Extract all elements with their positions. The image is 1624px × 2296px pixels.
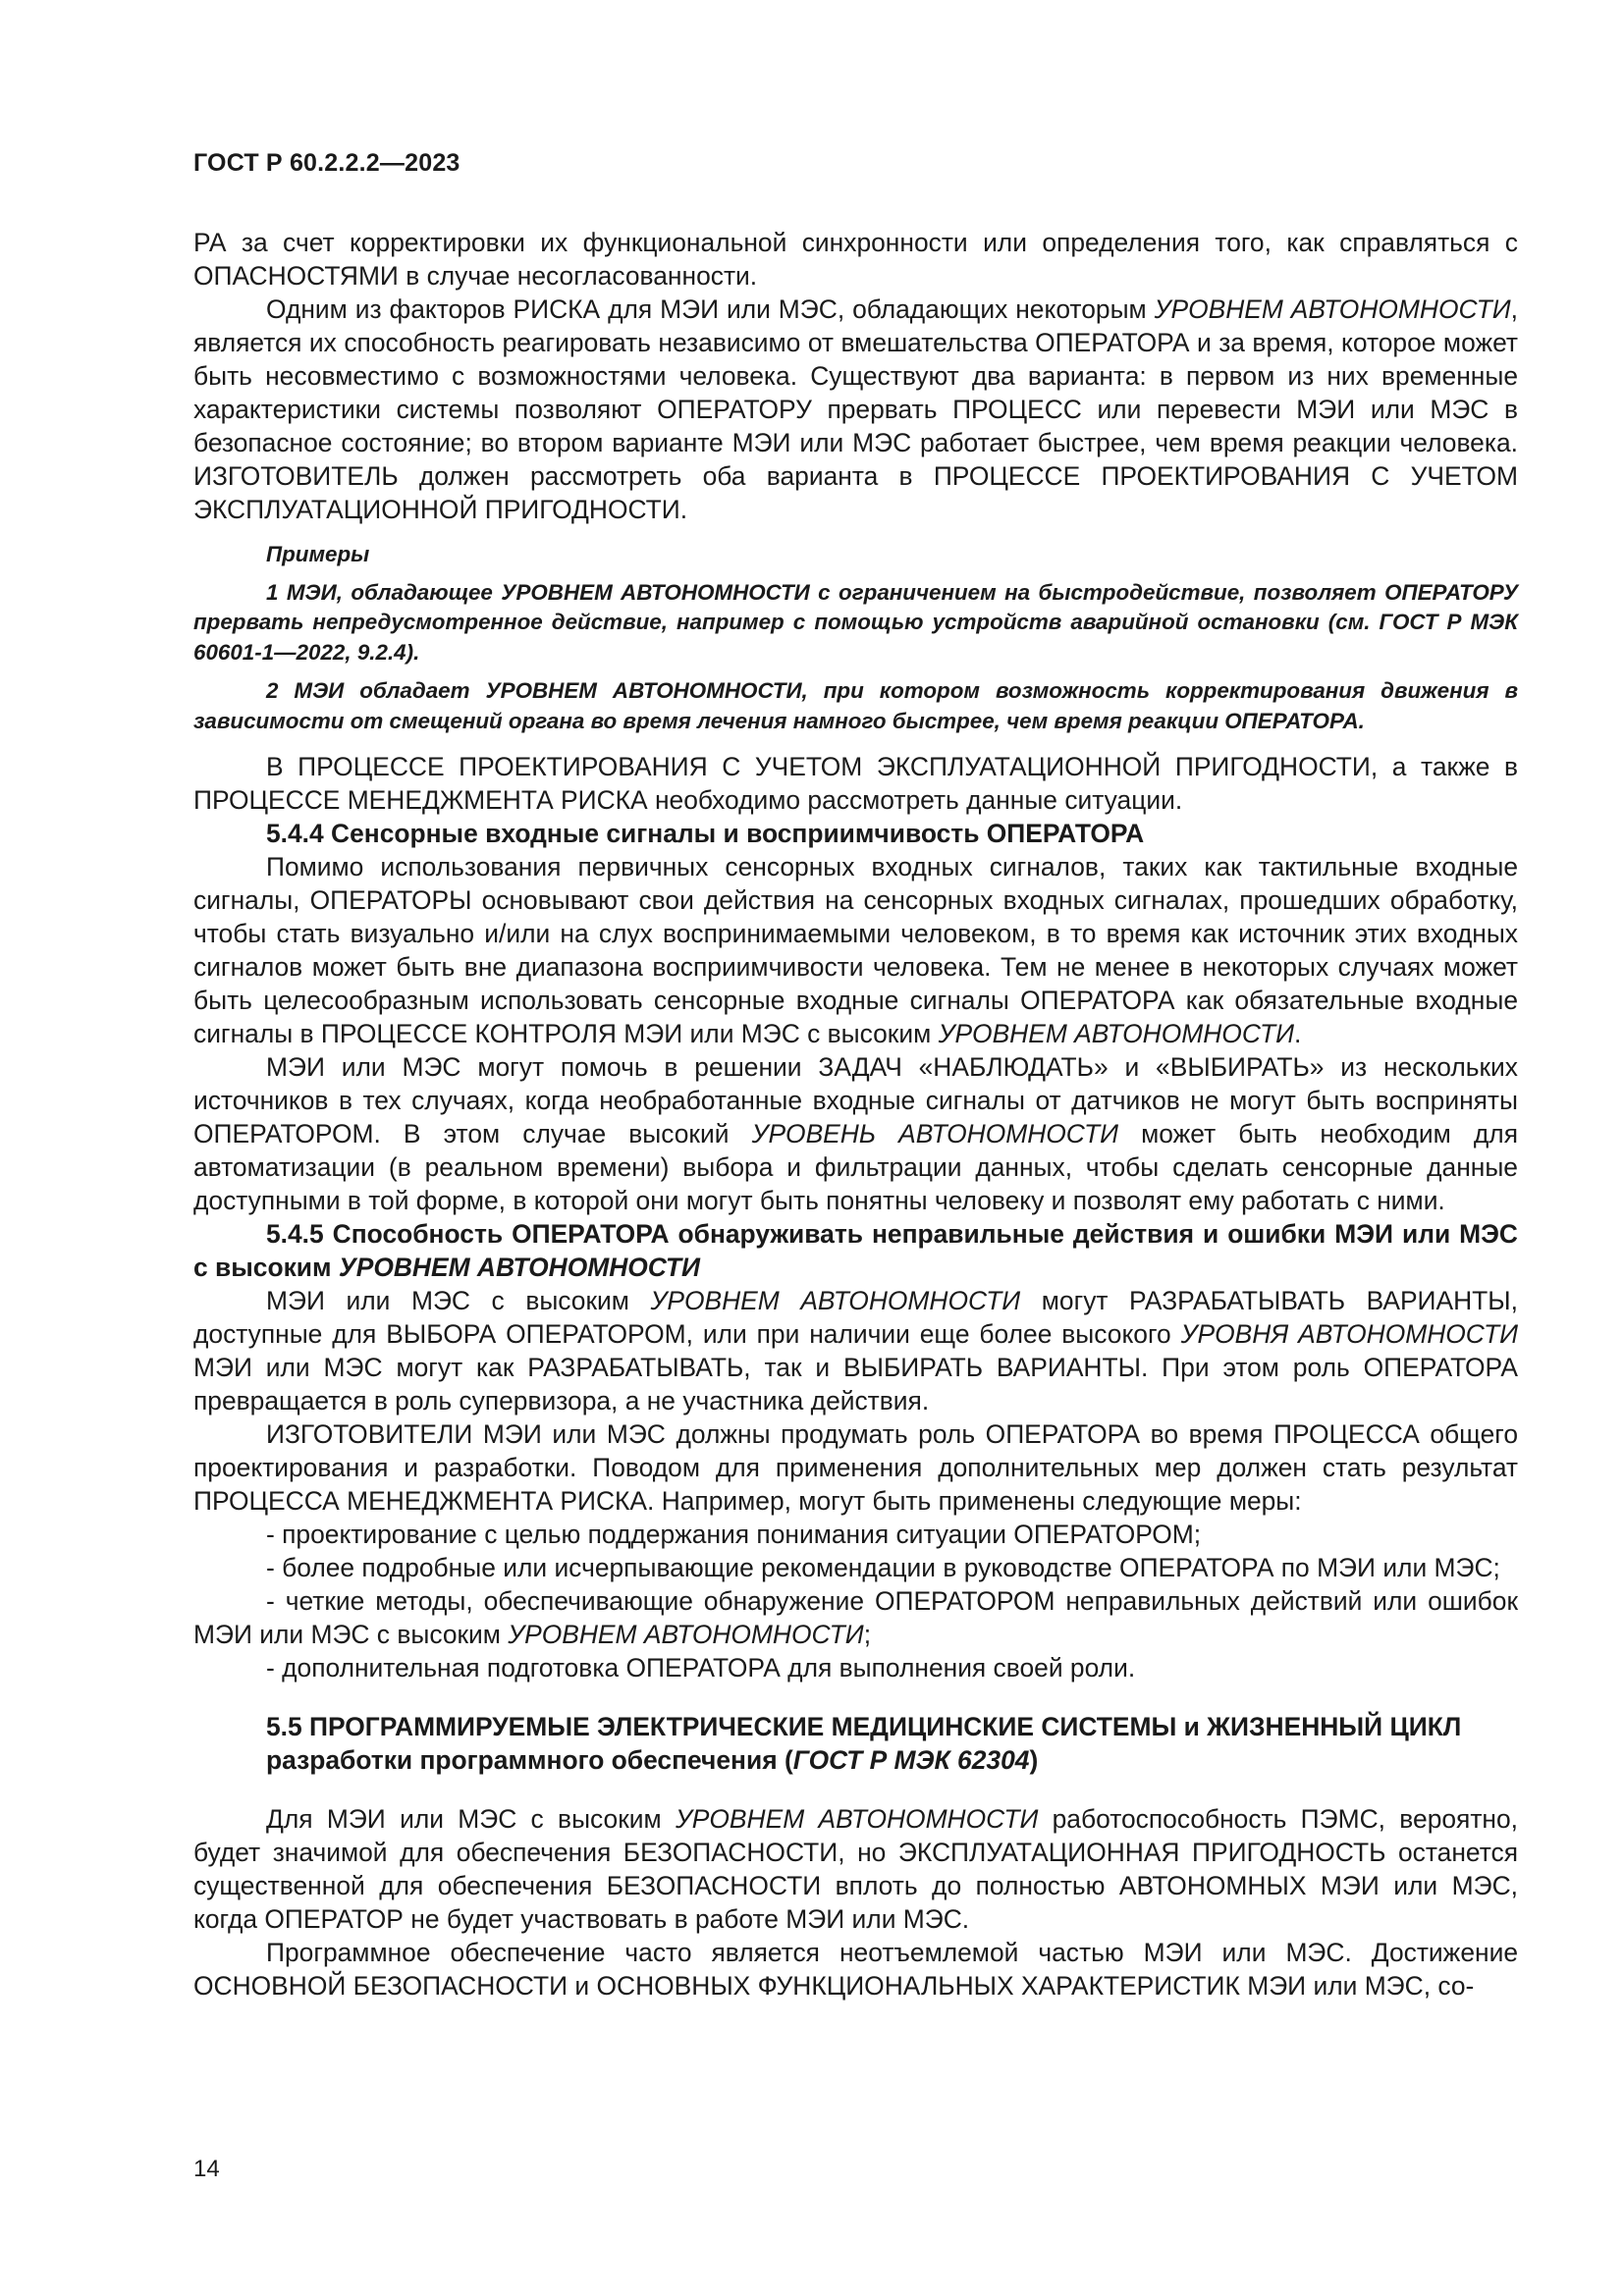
text-run: Помимо использования первичных сенсорных входных сигналов, таких как тактильные входные сигналы, ОПЕРАТОРЫ основывают свои действия на сенсорных входных сигналах, прошедших обработку, чтобы стать визуально и/или на слух воспринимаемыми человеком, в то время как источник этих входных сигналов может быть вне диапазона восприимчивости человека. Тем не менее в некоторых случаях может быть целесообразным использовать сенсорные входные сигналы ОПЕРАТОРА как обязательные входные сигналы в ПРОЦЕССЕ КОНТРОЛЯ МЭИ или МЭС с высоким — [193, 852, 1518, 1048]
text-run: 5.4.5 Способность ОПЕРАТОРА обнаруживать неправильные действия и ошибки МЭИ или МЭС с высоким — [193, 1219, 1518, 1282]
term-autonomy-level: УРОВНЕМ АВТОНОМНОСТИ — [1154, 294, 1511, 324]
document-body — [193, 226, 1518, 2002]
section-5-4-4-paragraph-2 — [193, 1050, 1518, 1217]
text-run: ; — [863, 1620, 872, 1649]
text-run: МЭИ или МЭС с высоким — [266, 1286, 651, 1315]
section-5-4-5-paragraph-1 — [193, 1284, 1518, 1417]
term-autonomy-level: УРОВНЕМ АВТОНОМНОСТИ — [508, 1620, 864, 1649]
term-autonomy-level: УРОВНЕМ АВТОНОМНОСТИ — [338, 1253, 700, 1282]
section-5-5-title — [193, 1710, 1518, 1777]
term-autonomy-level: УРОВНЕМ АВТОНОМНОСТИ — [650, 1286, 1021, 1315]
term-autonomy-level: УРОВЕНЬ АВТОНОМНОСТИ — [751, 1119, 1118, 1148]
text-run: МЭИ или МЭС могут помочь в решении ЗАДАЧ «НАБЛЮДАТЬ» и «ВЫБИРАТЬ» из нескольких источников в тех случаях, когда необработанные входные сигналы от датчиков не могут быть восприняты ОПЕРАТОРОМ. В этом случае высокий — [193, 1052, 1518, 1148]
text-run: . — [1294, 1019, 1302, 1048]
term-autonomy-level: УРОВНЯ АВТОНОМНОСТИ — [1180, 1319, 1518, 1349]
examples-heading: Примеры — [266, 542, 370, 566]
example-2: 2 МЭИ обладает УРОВНЕМ АВТОНОМНОСТИ, при котором возможность корректирования движения в зависимости от смещений органа во время лечения намного быстрее, чем время реакции ОПЕРАТОРА. — [193, 678, 1518, 733]
list-item — [193, 1584, 1518, 1651]
section-5-4-4-title: 5.4.4 Сенсорные входные сигналы и восприимчивость ОПЕРАТОРА — [266, 819, 1145, 848]
text-run: МЭИ или МЭС могут как РАЗРАБАТЫВАТЬ, так и ВЫБИРАТЬ ВАРИАНТЫ. При этом роль ОПЕРАТОРА превращается в роль супервизора, а не участника действия. — [193, 1353, 1518, 1415]
list-item: - дополнительная подготовка ОПЕРАТОРА для выполнения своей роли. — [266, 1653, 1136, 1682]
paragraph-intro: РА за счет корректировки их функциональной синхронности или определения того, как справляться с ОПАСНОСТЯМИ в случае несогласованности. — [193, 228, 1518, 291]
section-5-4-5-paragraph-2: ИЗГОТОВИТЕЛИ МЭИ или МЭС должны продумать роль ОПЕРАТОРА во время ПРОЦЕССА общего проектирования и разработки. Поводом для применения дополнительных мер должен стать результат ПРОЦЕССА МЕНЕДЖМЕНТА РИСКА. Например, могут быть применены следующие меры: — [193, 1419, 1518, 1516]
section-5-4-5-title — [193, 1217, 1518, 1284]
text-run: - четкие методы, обеспечивающие обнаружение ОПЕРАТОРОМ неправильных действий или ошибок МЭИ или МЭС с высоким — [193, 1586, 1518, 1649]
example-1: 1 МЭИ, обладающее УРОВНЕМ АВТОНОМНОСТИ с ограничением на быстродействие, позволяет ОПЕРАТОРУ прервать непредусмотренное действие, например с помощью устройств аварийной остановки (см. ГОСТ Р МЭК 60601-1—2022, 9.2.4). — [193, 579, 1518, 665]
section-5-5-paragraph-1 — [193, 1802, 1518, 1936]
paragraph-design-process: В ПРОЦЕССЕ ПРОЕКТИРОВАНИЯ С УЧЕТОМ ЭКСПЛУАТАЦИОННОЙ ПРИГОДНОСТИ, а также в ПРОЦЕССЕ МЕНЕДЖМЕНТА РИСКА необходимо рассмотреть данные ситуации. — [193, 752, 1518, 815]
text-run: ) — [1029, 1745, 1039, 1775]
section-5-4-4-paragraph-1 — [193, 850, 1518, 1050]
list-item: - проектирование с целью поддержания понимания ситуации ОПЕРАТОРОМ; — [266, 1520, 1202, 1549]
term-autonomy-level: УРОВНЕМ АВТОНОМНОСТИ — [675, 1804, 1039, 1835]
term-autonomy-level: УРОВНЕМ АВТОНОМНОСТИ — [938, 1019, 1294, 1048]
text-run: , является их способность реагировать независимо от вмешательства ОПЕРАТОРА и за время, которое может быть несовместимо с возможностями человека. Существуют два варианта: в первом из них временные характеристики системы позволяют ОПЕРАТОРУ прервать ПРОЦЕСС или перевести МЭИ или МЭС в безопасное состояние; во втором варианте МЭИ или МЭС работает быстрее, чем время реакции человека. ИЗГОТОВИТЕЛЬ должен рассмотреть оба варианта в ПРОЦЕССЕ ПРОЕКТИРОВАНИЯ С УЧЕТОМ ЭКСПЛУАТАЦИОННОЙ ПРИГОДНОСТИ. — [193, 294, 1518, 524]
text-run: работоспособность ПЭМС, вероятно, будет значимой для обеспечения БЕЗОПАСНОСТИ, но ЭКСПЛУАТАЦИОННАЯ ПРИГОДНОСТЬ останется существенной для обеспечения БЕЗОПАСНОСТИ вплоть до полностью АВТОНОМНЫХ МЭИ или МЭС, когда ОПЕРАТОР не будет участвовать в работе МЭИ или МЭС. — [193, 1804, 1519, 1935]
list-item: - более подробные или исчерпывающие рекомендации в руководстве ОПЕРАТОРА по МЭИ или МЭС; — [266, 1553, 1500, 1582]
paragraph-risk-factor — [193, 293, 1518, 526]
text-run: может быть необходим для автоматизации (в реальном времени) выбора и фильтрации данных, чтобы сделать сенсорные данные доступными в той форме, в которой они могут быть понятны человеку и позволят ему работать с ними. — [193, 1119, 1518, 1215]
page-number: 14 — [193, 2156, 220, 2182]
document-header: ГОСТ Р 60.2.2.2—2023 — [193, 149, 460, 177]
text-run: Одним из факторов РИСКА для МЭИ или МЭС, обладающих некоторым — [266, 294, 1155, 324]
section-5-5-paragraph-2: Программное обеспечение часто является неотъемлемой частью МЭИ или МЭС. Достижение ОСНОВНОЙ БЕЗОПАСНОСТИ и ОСНОВНЫХ ФУНКЦИОНАЛЬНЫХ ХАРАКТЕРИСТИК МЭИ или МЭС, со- — [193, 1938, 1518, 2002]
text-run: могут РАЗРАБАТЫВАТЬ ВАРИАНТЫ, доступные для ВЫБОРА ОПЕРАТОРОМ, или при наличии еще более высокого — [193, 1286, 1518, 1349]
text-run: Для МЭИ или МЭС с высоким — [266, 1804, 676, 1835]
standard-reference: ГОСТ Р МЭК 62304 — [792, 1745, 1030, 1775]
text-run: 5.5 ПРОГРАММИРУЕМЫЕ ЭЛЕКТРИЧЕСКИЕ МЕДИЦИНСКИЕ СИСТЕМЫ и ЖИЗНЕННЫЙ ЦИКЛ разработки программного обеспечения ( — [266, 1712, 1462, 1775]
